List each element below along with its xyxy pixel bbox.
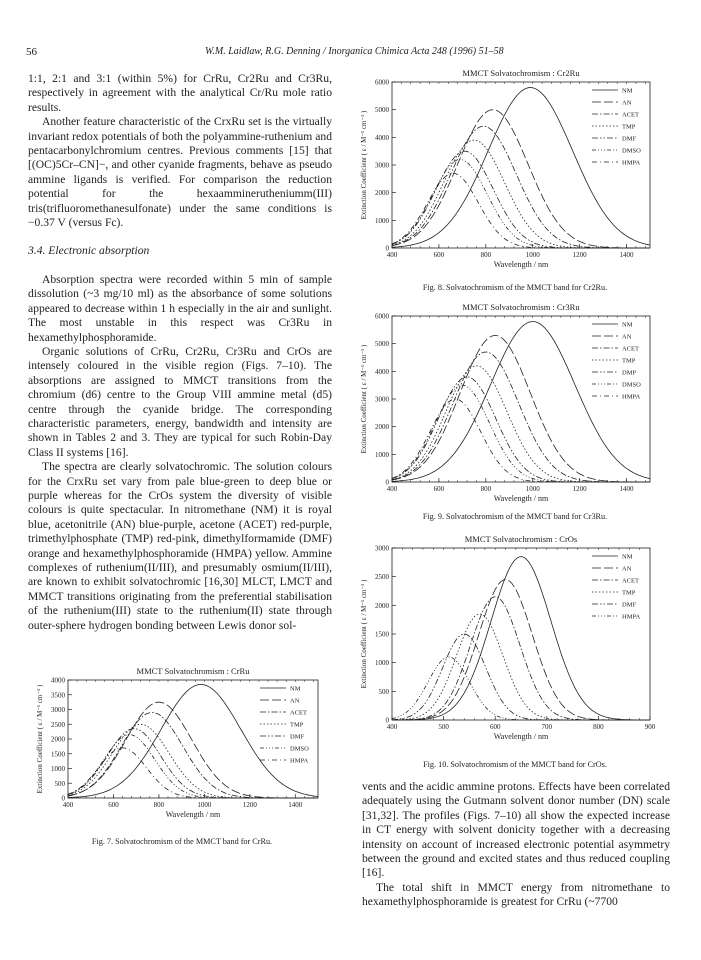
series-line-dmf <box>392 151 650 248</box>
y-tick-label: 1500 <box>375 630 389 639</box>
x-tick-label: 700 <box>541 723 553 731</box>
series-line-dmso <box>68 735 318 798</box>
x-tick-label: 400 <box>386 723 398 731</box>
running-citation: W.M. Laidlaw, R.G. Denning / Inorganica Chimica Acta 248 (1996) 51–58 <box>205 46 504 57</box>
legend-label: HMPA <box>290 757 309 765</box>
series-line-acet <box>392 352 650 482</box>
series-line-acet <box>68 713 318 799</box>
x-tick-label: 800 <box>480 251 492 259</box>
series-line-tmp <box>392 140 650 248</box>
legend-label: ACET <box>622 577 639 585</box>
y-tick-label: 4000 <box>375 367 389 376</box>
legend-label: HMPA <box>622 159 641 167</box>
x-tick-label: 600 <box>108 801 119 809</box>
x-tick-label: 1400 <box>619 485 634 493</box>
legend-label: AN <box>622 99 632 107</box>
legend-label: DMSO <box>622 147 641 155</box>
chart-title: MMCT Solvatochromism : Cr3Ru <box>462 302 580 312</box>
legend-label: TMP <box>622 123 636 131</box>
y-tick-label: 3000 <box>51 706 65 714</box>
legend-label: ACET <box>622 345 639 353</box>
x-tick-label: 1400 <box>288 801 303 809</box>
series-line-nm <box>392 88 650 248</box>
legend-label: TMP <box>290 721 304 729</box>
paragraph: Another feature characteristic of the CrxRu set is the virtually invariant redox potentials of both the polyammine-ruthenium and pentacarbonylchromium centres. Previous comments [15] that [(OC)5Cr–CN]−, and other cyanide fragments, behave as pseudo ammine ligands is verified. For comparison the reduction potential for the hexaamminerutheniumm(III) tris(trifluoromethanesulfonate) under the same conditions is −0.37 V (versus Fc). <box>28 115 332 230</box>
x-tick-label: 900 <box>644 723 656 731</box>
paragraph: vents and the acidic ammine protons. Effects have been correlated adequately using the Gutmann solvent donor number (DN) scale [31,32]. The profiles (Figs. 7–10) all show the expected increase in CT energy with solvent donicity together with a decreasing intensity on account of increased electronic potential asymmetry between the ground and excited states and thus reduced coupling [16]. <box>362 780 670 880</box>
right-column-text <box>362 780 670 910</box>
paragraph: The total shift in MMCT energy from nitromethane to hexamethylphosphoramide is greatest for CrRu (~7700 <box>362 880 670 909</box>
figure-7-caption: Fig. 7. Solvatochromism of the MMCT band for CrRu. <box>91 837 273 846</box>
x-tick-label: 800 <box>593 723 604 731</box>
legend-label: HMPA <box>622 393 641 401</box>
series-line-tmp <box>392 614 650 720</box>
legend-label: DMP <box>622 369 637 377</box>
chart-title: MMCT Solvatochromism : Cr2Ru <box>462 68 580 78</box>
series-line-acet <box>392 123 650 248</box>
series-line-hmpa <box>68 745 318 798</box>
legend-label: NM <box>622 87 633 95</box>
legend-label: AN <box>622 333 632 341</box>
y-tick-label: 1500 <box>51 750 65 759</box>
y-tick-label: 2500 <box>375 573 389 582</box>
y-tick-label: 3000 <box>375 161 389 170</box>
x-axis-label: Wavelength / nm <box>165 810 221 819</box>
series-line-an <box>392 110 650 248</box>
series-line-an <box>68 702 318 798</box>
x-tick-label: 1000 <box>525 251 540 259</box>
figure-10-caption: Fig. 10. Solvatochromism of the MMCT band for CrOs. <box>423 760 607 769</box>
x-tick-label: 1000 <box>525 485 540 493</box>
y-tick-label: 1000 <box>375 659 389 668</box>
y-tick-label: 0 <box>385 478 389 487</box>
plot-frame <box>68 680 318 798</box>
series-line-dmso <box>392 385 650 482</box>
chart-fig10 <box>360 530 660 752</box>
legend-label: DMSO <box>622 381 641 389</box>
figure-10 <box>360 530 660 752</box>
series-line-hmpa <box>392 399 650 482</box>
series-line-tmp <box>68 721 318 798</box>
y-tick-label: 2000 <box>375 601 389 610</box>
paragraph: Organic solutions of CrRu, Cr2Ru, Cr3Ru and CrOs are intensely coloured in the visible region (Figs. 7–10). The absorptions are assigned to MMCT transitions from the chromium (d6) centre to the Group VIII ammine metal (d5) centre through the cyanide bridge. The corresponding characteristic parameters, energy, bandwidth and intensity are shown in Tables 2 and 3. They are typical for such Robin-Day Class II systems [16]. <box>28 344 332 459</box>
paragraph: The spectra are clearly solvatochromic. The solution colours for the CrxRu set vary from pale blue-green to deep blue or purple whereas for the CrOs system the diversity of visible colours is quite spectacular. In nitromethane (NM) it is royal blue, acetonitrile (AN) blue-purple, acetone (ACET) red-purple, trimethylphosphate (TMP) red-pink, dimethylformamide (DMF) orange and hexamethylphosphoramide (HMPA) yellow. Ammine complexes of ruthenium(II/III), and presumably osmium(II/III), are known to exhibit solvatochromic [16,30] MLCT, LMCT and MMCT transitions originating from the preferential stabilisation of the ruthenium(III) state to the ruthenium(II) state through outer-sphere hydrogen bonding between Lewis donor sol- <box>28 460 332 632</box>
series-line-dmf <box>392 634 650 720</box>
y-axis-label: Extinction Coefficient ( ε / M⁻¹ cm⁻¹ ) <box>360 110 368 220</box>
x-axis-label: Wavelength / nm <box>493 494 549 503</box>
chart-fig8 <box>360 68 660 273</box>
legend-label: DMF <box>622 135 637 143</box>
x-tick-label: 400 <box>386 251 398 259</box>
series-line-nm <box>392 557 650 720</box>
paragraph: 1:1, 2:1 and 3:1 (within 5%) for CrRu, Cr2Ru and Cr3Ru, respectively in agreement with the analytical Cr/Ru mole ratio results. <box>28 72 332 114</box>
x-axis-label: Wavelength / nm <box>493 732 549 741</box>
figure-9 <box>360 302 660 507</box>
chart-fig7 <box>30 668 330 818</box>
x-tick-label: 500 <box>438 723 449 731</box>
series-line-acet <box>392 597 650 720</box>
legend-label: NM <box>622 553 633 561</box>
x-tick-label: 1400 <box>619 251 634 259</box>
y-tick-label: 1000 <box>375 450 389 459</box>
y-tick-label: 4000 <box>51 676 65 685</box>
x-tick-label: 1200 <box>572 251 587 259</box>
y-tick-label: 4000 <box>375 133 389 142</box>
x-tick-label: 400 <box>62 801 74 809</box>
chart-title: MMCT Solvatochromism : CrRu <box>136 666 250 676</box>
figure-8 <box>360 68 660 273</box>
paragraph: Absorption spectra were recorded within 5 min of sample dissolution (~3 mg/10 ml) as the absorbance of some solutions appeared to decrease within 1 h especially in the air and sunlight. The most unstable in this respect was Cr3Ru in hexamethylphosphoramide. <box>28 272 332 344</box>
left-column-text <box>28 72 332 633</box>
series-line-nm <box>392 322 650 482</box>
section-heading: 3.4. Electronic absorption <box>28 244 150 258</box>
y-tick-label: 0 <box>61 794 65 803</box>
y-tick-label: 3000 <box>375 395 389 404</box>
x-tick-label: 600 <box>433 251 445 259</box>
legend-label: DMF <box>622 601 637 609</box>
y-axis-label: Extinction Coefficient ( ε / M⁻¹ cm⁻¹ ) <box>360 344 368 454</box>
figure-8-caption: Fig. 8. Solvatochromism of the MMCT band for Cr2Ru. <box>422 283 608 292</box>
legend-label: ACET <box>290 709 307 717</box>
y-axis-label: Extinction Coefficient ( ε / M⁻¹ cm⁻¹ ) <box>36 684 44 794</box>
x-tick-label: 600 <box>489 723 501 731</box>
legend-label: HMPA <box>622 613 641 621</box>
y-tick-label: 3000 <box>375 544 389 553</box>
legend-label: DMSO <box>290 745 309 753</box>
legend-label: NM <box>622 321 633 329</box>
chart-fig9 <box>360 302 660 507</box>
legend-label: NM <box>290 685 301 693</box>
y-tick-label: 2000 <box>375 423 389 432</box>
legend-label: AN <box>622 565 632 573</box>
y-tick-label: 0 <box>385 716 389 725</box>
series-line-hmpa <box>392 657 650 720</box>
x-tick-label: 1000 <box>197 801 212 809</box>
y-tick-label: 500 <box>54 779 65 788</box>
x-tick-label: 1200 <box>572 485 587 493</box>
chart-title: MMCT Solvatochromism : CrOs <box>464 534 578 544</box>
legend-label: TMP <box>622 589 636 597</box>
page-number: 56 <box>26 46 37 58</box>
plot-frame <box>392 316 650 482</box>
x-tick-label: 400 <box>386 485 398 493</box>
legend-label: ACET <box>622 111 639 119</box>
figure-9-caption: Fig. 9. Solvatochromism of the MMCT band for Cr3Ru. <box>422 512 608 521</box>
series-line-tmp <box>392 366 650 482</box>
y-tick-label: 2000 <box>375 189 389 198</box>
legend-label: DMF <box>290 733 305 741</box>
y-tick-label: 500 <box>378 687 389 696</box>
x-tick-label: 600 <box>433 485 445 493</box>
x-axis-label: Wavelength / nm <box>493 260 549 269</box>
x-tick-label: 800 <box>153 801 165 809</box>
y-tick-label: 5000 <box>375 106 389 115</box>
series-line-nm <box>68 684 318 797</box>
x-tick-label: 800 <box>480 485 492 493</box>
y-tick-label: 6000 <box>375 78 389 87</box>
series-line-dmso <box>392 160 650 249</box>
plot-frame <box>392 82 650 248</box>
series-line-dmf <box>68 729 318 798</box>
legend-label: AN <box>290 697 300 705</box>
y-tick-label: 1000 <box>51 765 65 773</box>
x-tick-label: 1200 <box>242 801 257 809</box>
y-tick-label: 0 <box>385 244 389 253</box>
y-tick-label: 3500 <box>51 691 65 700</box>
y-axis-label: Extinction Coefficient ( ε / M⁻¹ cm⁻¹ ) <box>360 579 368 689</box>
y-tick-label: 2500 <box>51 720 65 729</box>
y-tick-label: 5000 <box>375 340 389 349</box>
legend-label: TMP <box>622 357 636 365</box>
y-tick-label: 6000 <box>375 312 389 321</box>
y-tick-label: 2000 <box>51 735 65 744</box>
figure-7 <box>30 668 330 818</box>
y-tick-label: 1000 <box>375 216 389 225</box>
